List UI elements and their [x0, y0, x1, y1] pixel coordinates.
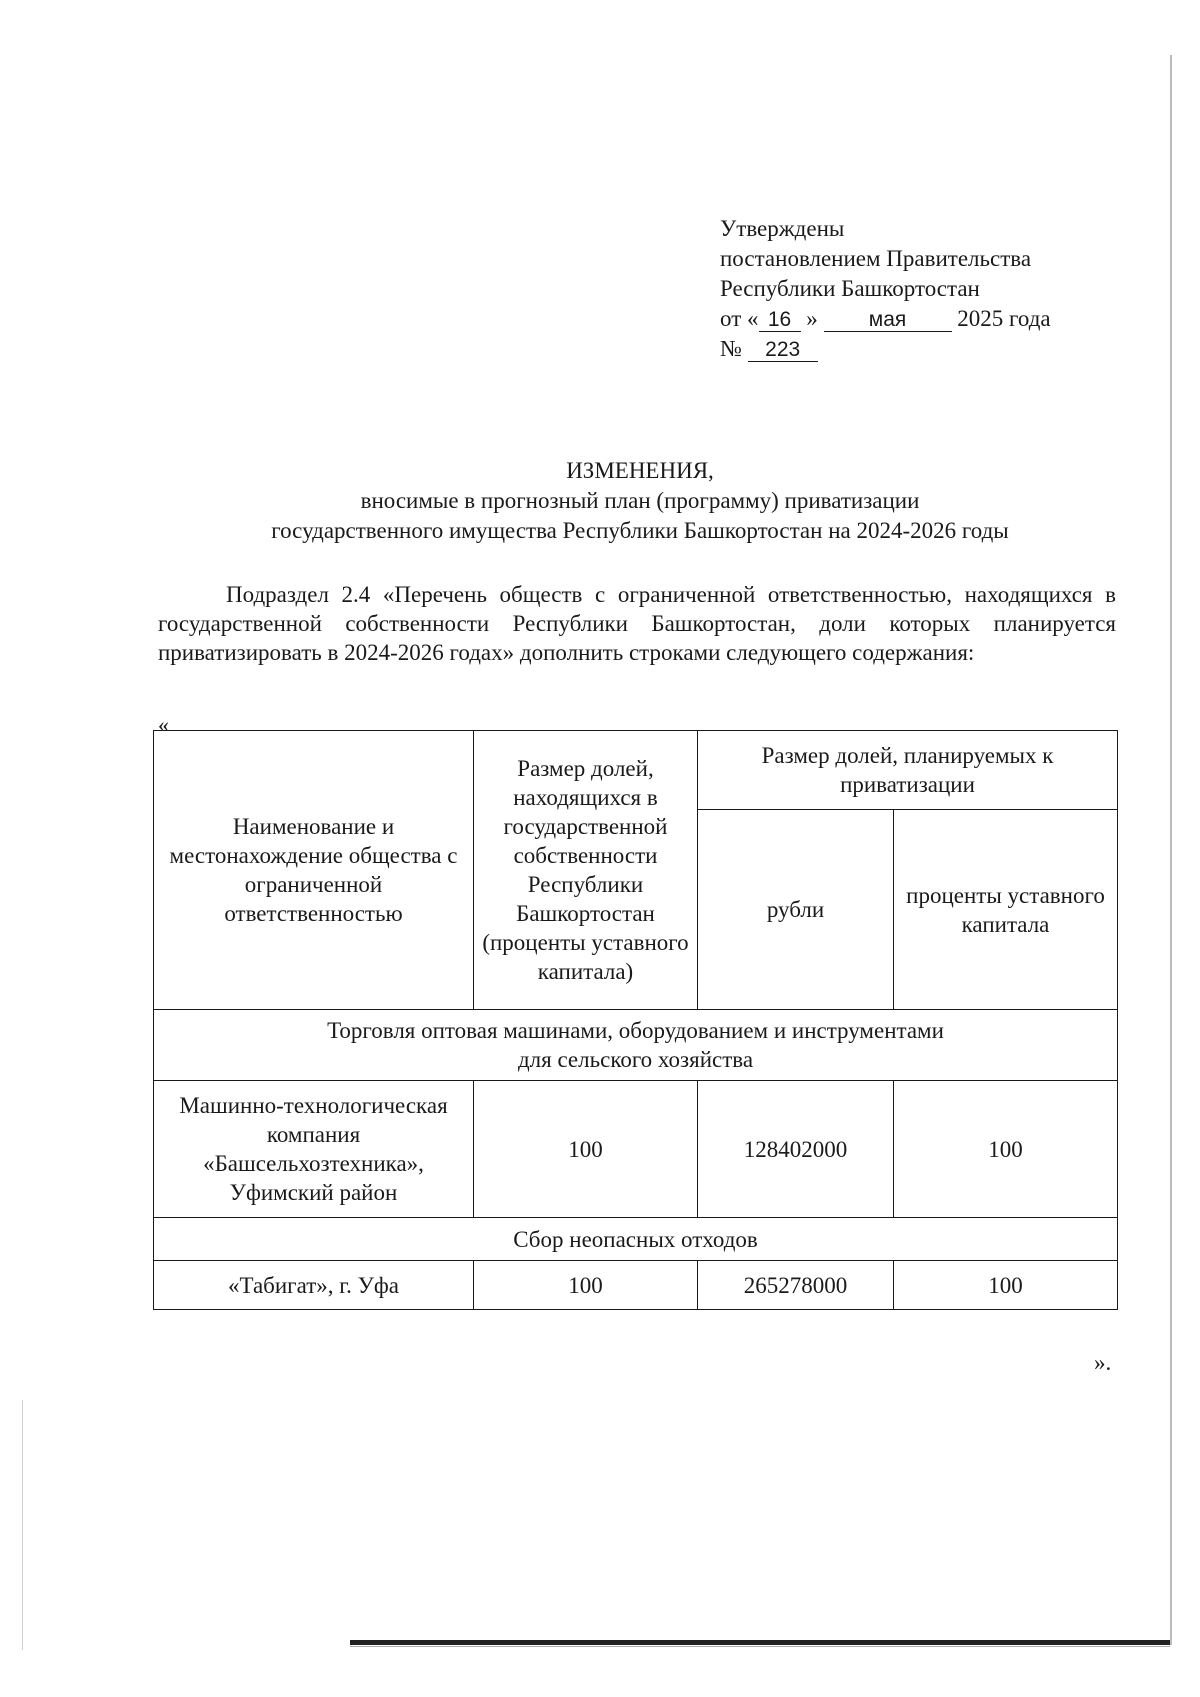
- company-name-line: Машинно-технологическая: [179, 1093, 448, 1118]
- table-section-row: [154, 1010, 1118, 1081]
- date-month: мая: [824, 309, 952, 332]
- date-prefix: от «: [720, 306, 759, 331]
- section-title-line: для сельского хозяйства: [517, 1047, 754, 1072]
- number-prefix: №: [720, 336, 742, 361]
- table-row: [154, 1081, 1118, 1218]
- share-state-cell: 100: [474, 1261, 698, 1310]
- scan-edge-line: [350, 1640, 1170, 1645]
- company-name-line: компания: [266, 1122, 361, 1147]
- percent-cell: 100: [894, 1261, 1118, 1310]
- percent-cell: 100: [894, 1081, 1118, 1218]
- date-year: 2025 года: [957, 306, 1051, 331]
- header-rubles: рубли: [698, 810, 894, 1010]
- privatization-table: [153, 730, 1118, 1310]
- company-name-line: «Башсельхозтехника»,: [203, 1151, 424, 1176]
- scan-edge-line: [22, 1400, 23, 1650]
- opening-quote: «: [158, 712, 169, 737]
- approval-number: [720, 334, 1051, 364]
- title-heading: ИЗМЕНЕНИЯ,: [566, 458, 714, 483]
- title-line: государственного имущества Республики Башкортостан на 2024-2026 годы: [271, 518, 1009, 543]
- section-title: [154, 1010, 1118, 1081]
- company-name-line: Уфимский район: [229, 1180, 398, 1205]
- approval-line: постановлением Правительства: [720, 246, 1032, 271]
- scan-edge-line: [350, 1646, 1170, 1647]
- approval-stamp-block: [720, 214, 1051, 364]
- header-name: Наименование и местонахождение общества с ограниченной ответственностью: [154, 731, 474, 1010]
- rubles-cell: 128402000: [698, 1081, 894, 1218]
- table-header-row: [154, 731, 1118, 810]
- section-title: Сбор неопасных отходов: [154, 1218, 1118, 1261]
- scan-edge-line: [1170, 55, 1172, 1645]
- date-mid: »: [806, 306, 818, 331]
- approval-line: Утверждены: [720, 216, 845, 241]
- approval-date: [720, 304, 1051, 334]
- company-name: [154, 1081, 474, 1218]
- approval-line: Республики Башкортостан: [720, 276, 980, 301]
- closing-quote: ».: [1094, 1350, 1112, 1375]
- header-share-planned: Размер долей, планируемых к приватизации: [698, 731, 1118, 810]
- body-paragraph: Подраздел 2.4 «Перечень обществ с ограниченной ответственностью, находящихся в государственной собственности Республики Башкортостан, доли которых планируется приватизировать в 2024-2026 годах» дополнить строками следующего содержания:: [158, 582, 1116, 665]
- header-share-state: Размер долей, находящихся в государственной собственности Республики Башкортостан (проценты уставного капитала): [474, 731, 698, 1010]
- table-row: [154, 1261, 1118, 1310]
- header-percent: проценты уставного капитала: [894, 810, 1118, 1010]
- rubles-cell: 265278000: [698, 1261, 894, 1310]
- decree-number: 223: [748, 339, 818, 362]
- table-section-row: [154, 1218, 1118, 1261]
- share-state-cell: 100: [474, 1081, 698, 1218]
- date-day: 16: [759, 309, 801, 332]
- document-title: [150, 456, 1130, 546]
- company-name: «Табигат», г. Уфа: [154, 1261, 474, 1310]
- section-title-line: Торговля оптовая машинами, оборудованием и инструментами: [327, 1018, 944, 1043]
- title-line: вносимые в прогнозный план (программу) приватизации: [360, 488, 920, 513]
